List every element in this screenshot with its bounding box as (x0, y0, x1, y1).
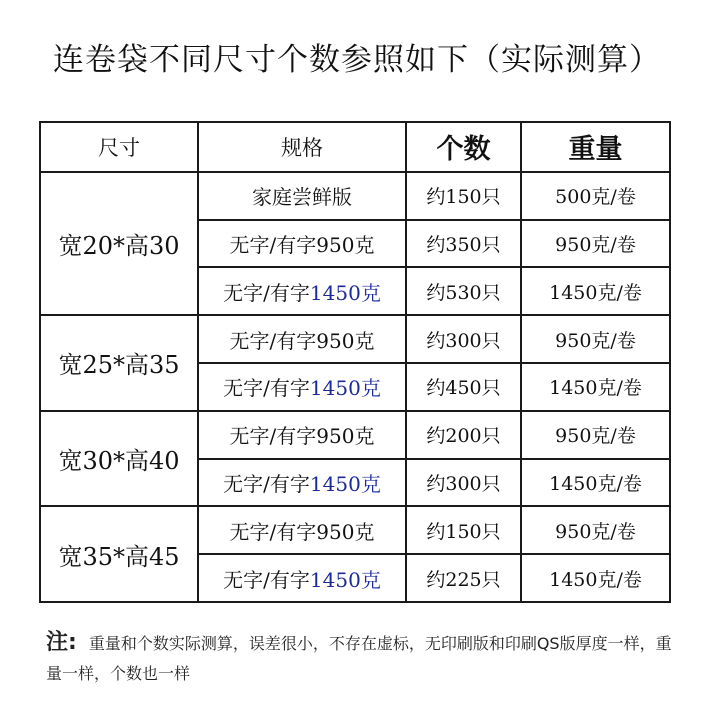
spec-prefix: 无字/有字 (229, 519, 317, 544)
count-cell: 约450只 (406, 363, 521, 411)
table-header-row (40, 122, 670, 172)
size-cell: 宽30*高40 (40, 411, 198, 507)
spec-prefix: 无字/有字 (223, 376, 310, 401)
spec-weight-highlight: 1450克 (309, 567, 381, 592)
weight-cell: 1450克/卷 (521, 267, 670, 315)
spec-cell (198, 411, 406, 459)
size-cell: 宽35*高45 (40, 506, 198, 602)
spec-weight-highlight: 1450克 (309, 280, 381, 305)
size-cell: 宽25*高35 (40, 315, 198, 411)
count-cell: 约350只 (406, 220, 521, 268)
page-title: 连卷袋不同尺寸个数参照如下（实际测算） (53, 42, 661, 78)
table-row (40, 172, 670, 220)
count-cell: 约300只 (406, 315, 521, 363)
spec-weight: 950克 (316, 328, 375, 353)
spec-cell (198, 363, 406, 411)
count-cell: 约200只 (406, 411, 521, 459)
count-cell: 约530只 (406, 267, 521, 315)
spec-cell (198, 315, 406, 363)
weight-cell: 950克/卷 (521, 506, 670, 554)
count-cell: 约300只 (406, 459, 521, 507)
header-weight: 重量 (521, 122, 670, 172)
spec-cell: 家庭尝鲜版 (198, 172, 406, 220)
table-row (40, 315, 670, 363)
count-cell: 约150只 (406, 172, 521, 220)
header-spec: 规格 (198, 122, 406, 172)
spec-weight-highlight: 1450克 (309, 471, 381, 496)
spec-prefix: 无字/有字 (223, 567, 310, 592)
spec-prefix: 无字/有字 (223, 280, 310, 305)
footnote-lead: 注: (46, 630, 77, 655)
table-row (40, 506, 670, 554)
spec-prefix: 无字/有字 (223, 471, 310, 496)
spec-weight: 950克 (316, 424, 375, 449)
weight-cell: 500克/卷 (521, 172, 670, 220)
spec-cell (198, 506, 406, 554)
weight-cell: 950克/卷 (521, 411, 670, 459)
weight-cell: 950克/卷 (521, 220, 670, 268)
footnote-text: 重量和个数实际测算，误差很小，不存在虚标，无印刷版和印刷QS版厚度一样，重量一样，个数也一样 (46, 634, 672, 683)
spec-cell (198, 459, 406, 507)
count-cell: 约150只 (406, 506, 521, 554)
footnote (46, 628, 686, 689)
spec-cell (198, 267, 406, 315)
spec-prefix: 无字/有字 (229, 328, 317, 353)
size-spec-table (39, 121, 671, 603)
header-size: 尺寸 (40, 122, 198, 172)
spec-weight: 950克 (316, 519, 375, 544)
size-cell: 宽20*高30 (40, 172, 198, 315)
spec-cell (198, 220, 406, 268)
table-row (40, 411, 670, 459)
header-count: 个数 (406, 122, 521, 172)
spec-prefix: 无字/有字 (229, 424, 317, 449)
spec-weight-highlight: 1450克 (309, 376, 381, 401)
weight-cell: 950克/卷 (521, 315, 670, 363)
spec-weight: 950克 (316, 233, 375, 258)
weight-cell: 1450克/卷 (521, 554, 670, 602)
weight-cell: 1450克/卷 (521, 363, 670, 411)
count-cell: 约225只 (406, 554, 521, 602)
weight-cell: 1450克/卷 (521, 459, 670, 507)
spec-cell (198, 554, 406, 602)
spec-prefix: 无字/有字 (229, 233, 317, 258)
